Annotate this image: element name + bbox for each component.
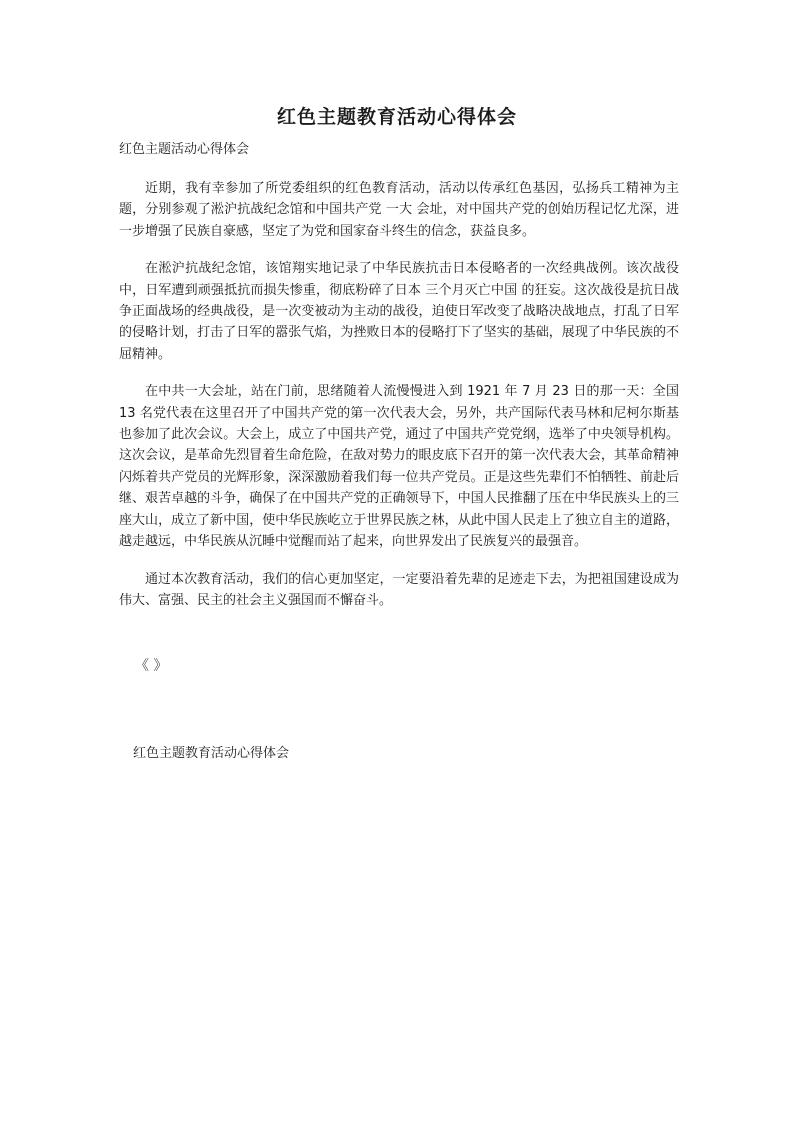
document-title: 红色主题教育活动心得体会 — [276, 106, 517, 128]
document-body — [119, 178, 679, 627]
footer-title: 红色主题教育活动心得体会 — [133, 746, 290, 761]
paragraph-4: 通过本次教育活动，我们的信心更加坚定，一定要沿着先辈的足迹走下去，为把祖国建设成为伟大、富强、民主的社会主义强国而不懈奋斗。 — [119, 571, 679, 608]
paragraph-1: 近期，我有幸参加了所党委组织的红色教育活动，活动以传承红色基因，弘扬兵工精神为主题，分别参观了淞沪抗战纪念馆和中国共产党 一大 会址，对中国共产党的创始历程记忆尤深，进一步增强了民族自豪感，坚定了为党和国家奋斗终生的信念，获益良多。 — [119, 181, 679, 239]
paragraph-3: 在中共一大会址，站在门前，思绪随着人流慢慢进入到 1921 年 7 月 23 日的那一天：全国 13 名党代表在这里召开了中国共产党的第一次代表大会，另外，共产国际代表马林和尼柯尔斯基也参加了此次会议。大会上，成立了中国共产党，通过了中国共产党党纲，选举了中央领导机构。这次会议，是革命先烈冒着生命危险，在敌对势力的眼皮底下召开的第一次代表大会，其革命精神闪烁着共产党员的光辉形象，深深激励着我们每一位共产党员。正是这些先辈们不怕牺牲、前赴后继、艰苦卓越的斗争，确保了在中国共产党的正确领导下，中国人民推翻了压在中华民族头上的三座大山，成立了新中国，使中华民族屹立于世界民族之林，从此中国人民走上了独立自主的道路，越走越远，中华民族从沉睡中觉醒而站了起来，向世界发出了民族复兴的最强音。 — [119, 384, 679, 550]
document-subtitle: 红色主题活动心得体会 — [119, 142, 250, 157]
paragraph-2: 在淞沪抗战纪念馆，该馆翔实地记录了中华民族抗击日本侵略者的一次经典战例。该次战役中，日军遭到顽强抵抗而损失惨重，彻底粉碎了日本 三个月灭亡中国 的狂妄。这次战役是抗日战争正面战场的经典战役，是一次变被动为主动的战役，迫使日军改变了战略决战地点，打乱了日军的侵略计划，打击了日军的嚣张气焰，为挫败日本的侵略打下了坚实的基础，展现了中华民族的不屈精神。 — [119, 261, 679, 362]
title-quote-marks: 《 》 — [135, 658, 168, 674]
